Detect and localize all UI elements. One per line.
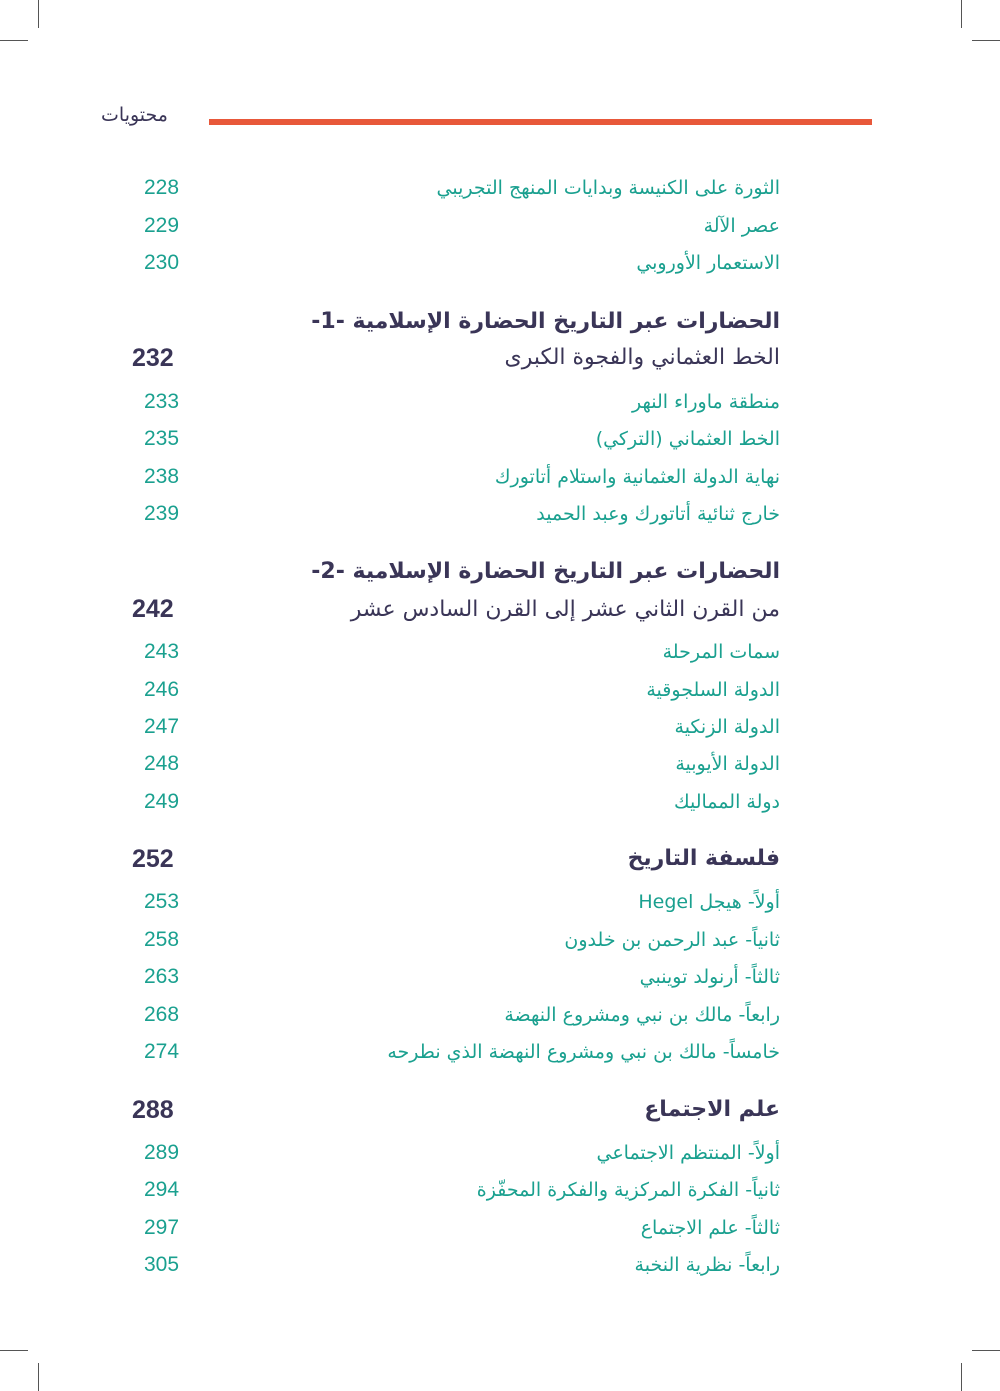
toc-page: 274 [144, 1040, 180, 1063]
toc-page: 228 [144, 176, 180, 199]
toc-entry[interactable]: ثالثاً- أرنولد توينبي [639, 966, 780, 988]
toc-page: 289 [144, 1141, 180, 1164]
toc-entry[interactable]: منطقة ماوراء النهر [632, 391, 780, 413]
crop-mark [38, 0, 39, 28]
toc-page: 253 [144, 890, 180, 913]
toc-entry[interactable]: عصر الآلة [703, 215, 780, 237]
toc-entry[interactable]: ثانياً- الفكرة المركزية والفكرة المحفّزة [476, 1179, 780, 1201]
crop-mark [972, 1350, 1000, 1351]
toc-page: 246 [144, 678, 180, 701]
toc-entry[interactable]: دولة المماليك [673, 791, 780, 813]
toc-entry[interactable]: الدولة الأيوبية [675, 753, 780, 775]
section-page: 288 [132, 1096, 174, 1124]
toc-page: 249 [144, 790, 180, 813]
toc-page: 235 [144, 427, 180, 450]
section-heading[interactable]: الحضارات عبر التاريخ الحضارة الإسلامية -2- [311, 559, 780, 584]
toc-entry[interactable]: خامساً- مالك بن نبي ومشروع النهضة الذي نطرحه [387, 1041, 780, 1063]
toc-entry[interactable]: الاستعمار الأوروبي [636, 252, 780, 274]
crop-mark [0, 1350, 28, 1351]
section-subheading[interactable]: الخط العثماني والفجوة الكبرى [504, 345, 780, 370]
toc-entry[interactable]: الدولة الزنكية [674, 716, 780, 738]
title-rule [209, 119, 872, 125]
toc-page: 247 [144, 715, 180, 738]
crop-mark [961, 1363, 962, 1391]
crop-mark [38, 1363, 39, 1391]
toc-entry[interactable]: أولاً- هيجل Hegel [638, 891, 780, 913]
section-heading[interactable]: علم الاجتماع [644, 1097, 780, 1122]
toc-page: 305 [144, 1253, 180, 1276]
section-heading[interactable]: فلسفة التاريخ [627, 846, 780, 871]
toc-entry[interactable]: أولاً- المنتظم الاجتماعي [596, 1142, 780, 1164]
page-title: محتويات [101, 104, 168, 126]
toc-entry[interactable]: الثورة على الكنيسة وبدايات المنهج التجريبي [436, 177, 780, 199]
crop-mark [972, 40, 1000, 41]
toc-entry[interactable]: سمات المرحلة [662, 641, 780, 663]
toc-entry[interactable]: ثانياً- عبد الرحمن بن خلدون [564, 929, 780, 951]
toc-page: 229 [144, 214, 180, 237]
crop-mark [961, 0, 962, 28]
section-page: 242 [132, 595, 174, 623]
section-page: 232 [132, 344, 174, 372]
toc-entry[interactable]: الدولة السلجوقية [646, 679, 780, 701]
toc-page: 238 [144, 465, 180, 488]
toc-page: 248 [144, 752, 180, 775]
section-page: 252 [132, 845, 174, 873]
toc-entry[interactable]: خارج ثنائية أتاتورك وعبد الحميد [536, 503, 780, 525]
crop-mark [0, 40, 28, 41]
toc-page: 297 [144, 1216, 180, 1239]
toc-entry[interactable]: رابعاً- مالك بن نبي ومشروع النهضة [504, 1004, 780, 1026]
toc-entry[interactable]: ثالثاً- علم الاجتماع [640, 1217, 780, 1239]
toc-entry[interactable]: رابعاً- نظرية النخبة [634, 1254, 780, 1276]
toc-page: 243 [144, 640, 180, 663]
toc-entry[interactable]: الخط العثماني (التركي) [595, 428, 780, 450]
section-subheading[interactable]: من القرن الثاني عشر إلى القرن السادس عشر [350, 597, 780, 622]
toc-page: 239 [144, 502, 180, 525]
toc-page: 230 [144, 251, 180, 274]
toc-page: 263 [144, 965, 180, 988]
section-heading[interactable]: الحضارات عبر التاريخ الحضارة الإسلامية -1- [311, 309, 780, 334]
toc-page: 258 [144, 928, 180, 951]
toc-page: 268 [144, 1003, 180, 1026]
toc-entry[interactable]: نهاية الدولة العثمانية واستلام أتاتورك [494, 466, 780, 488]
toc-page: 294 [144, 1178, 180, 1201]
toc-page: 233 [144, 390, 180, 413]
